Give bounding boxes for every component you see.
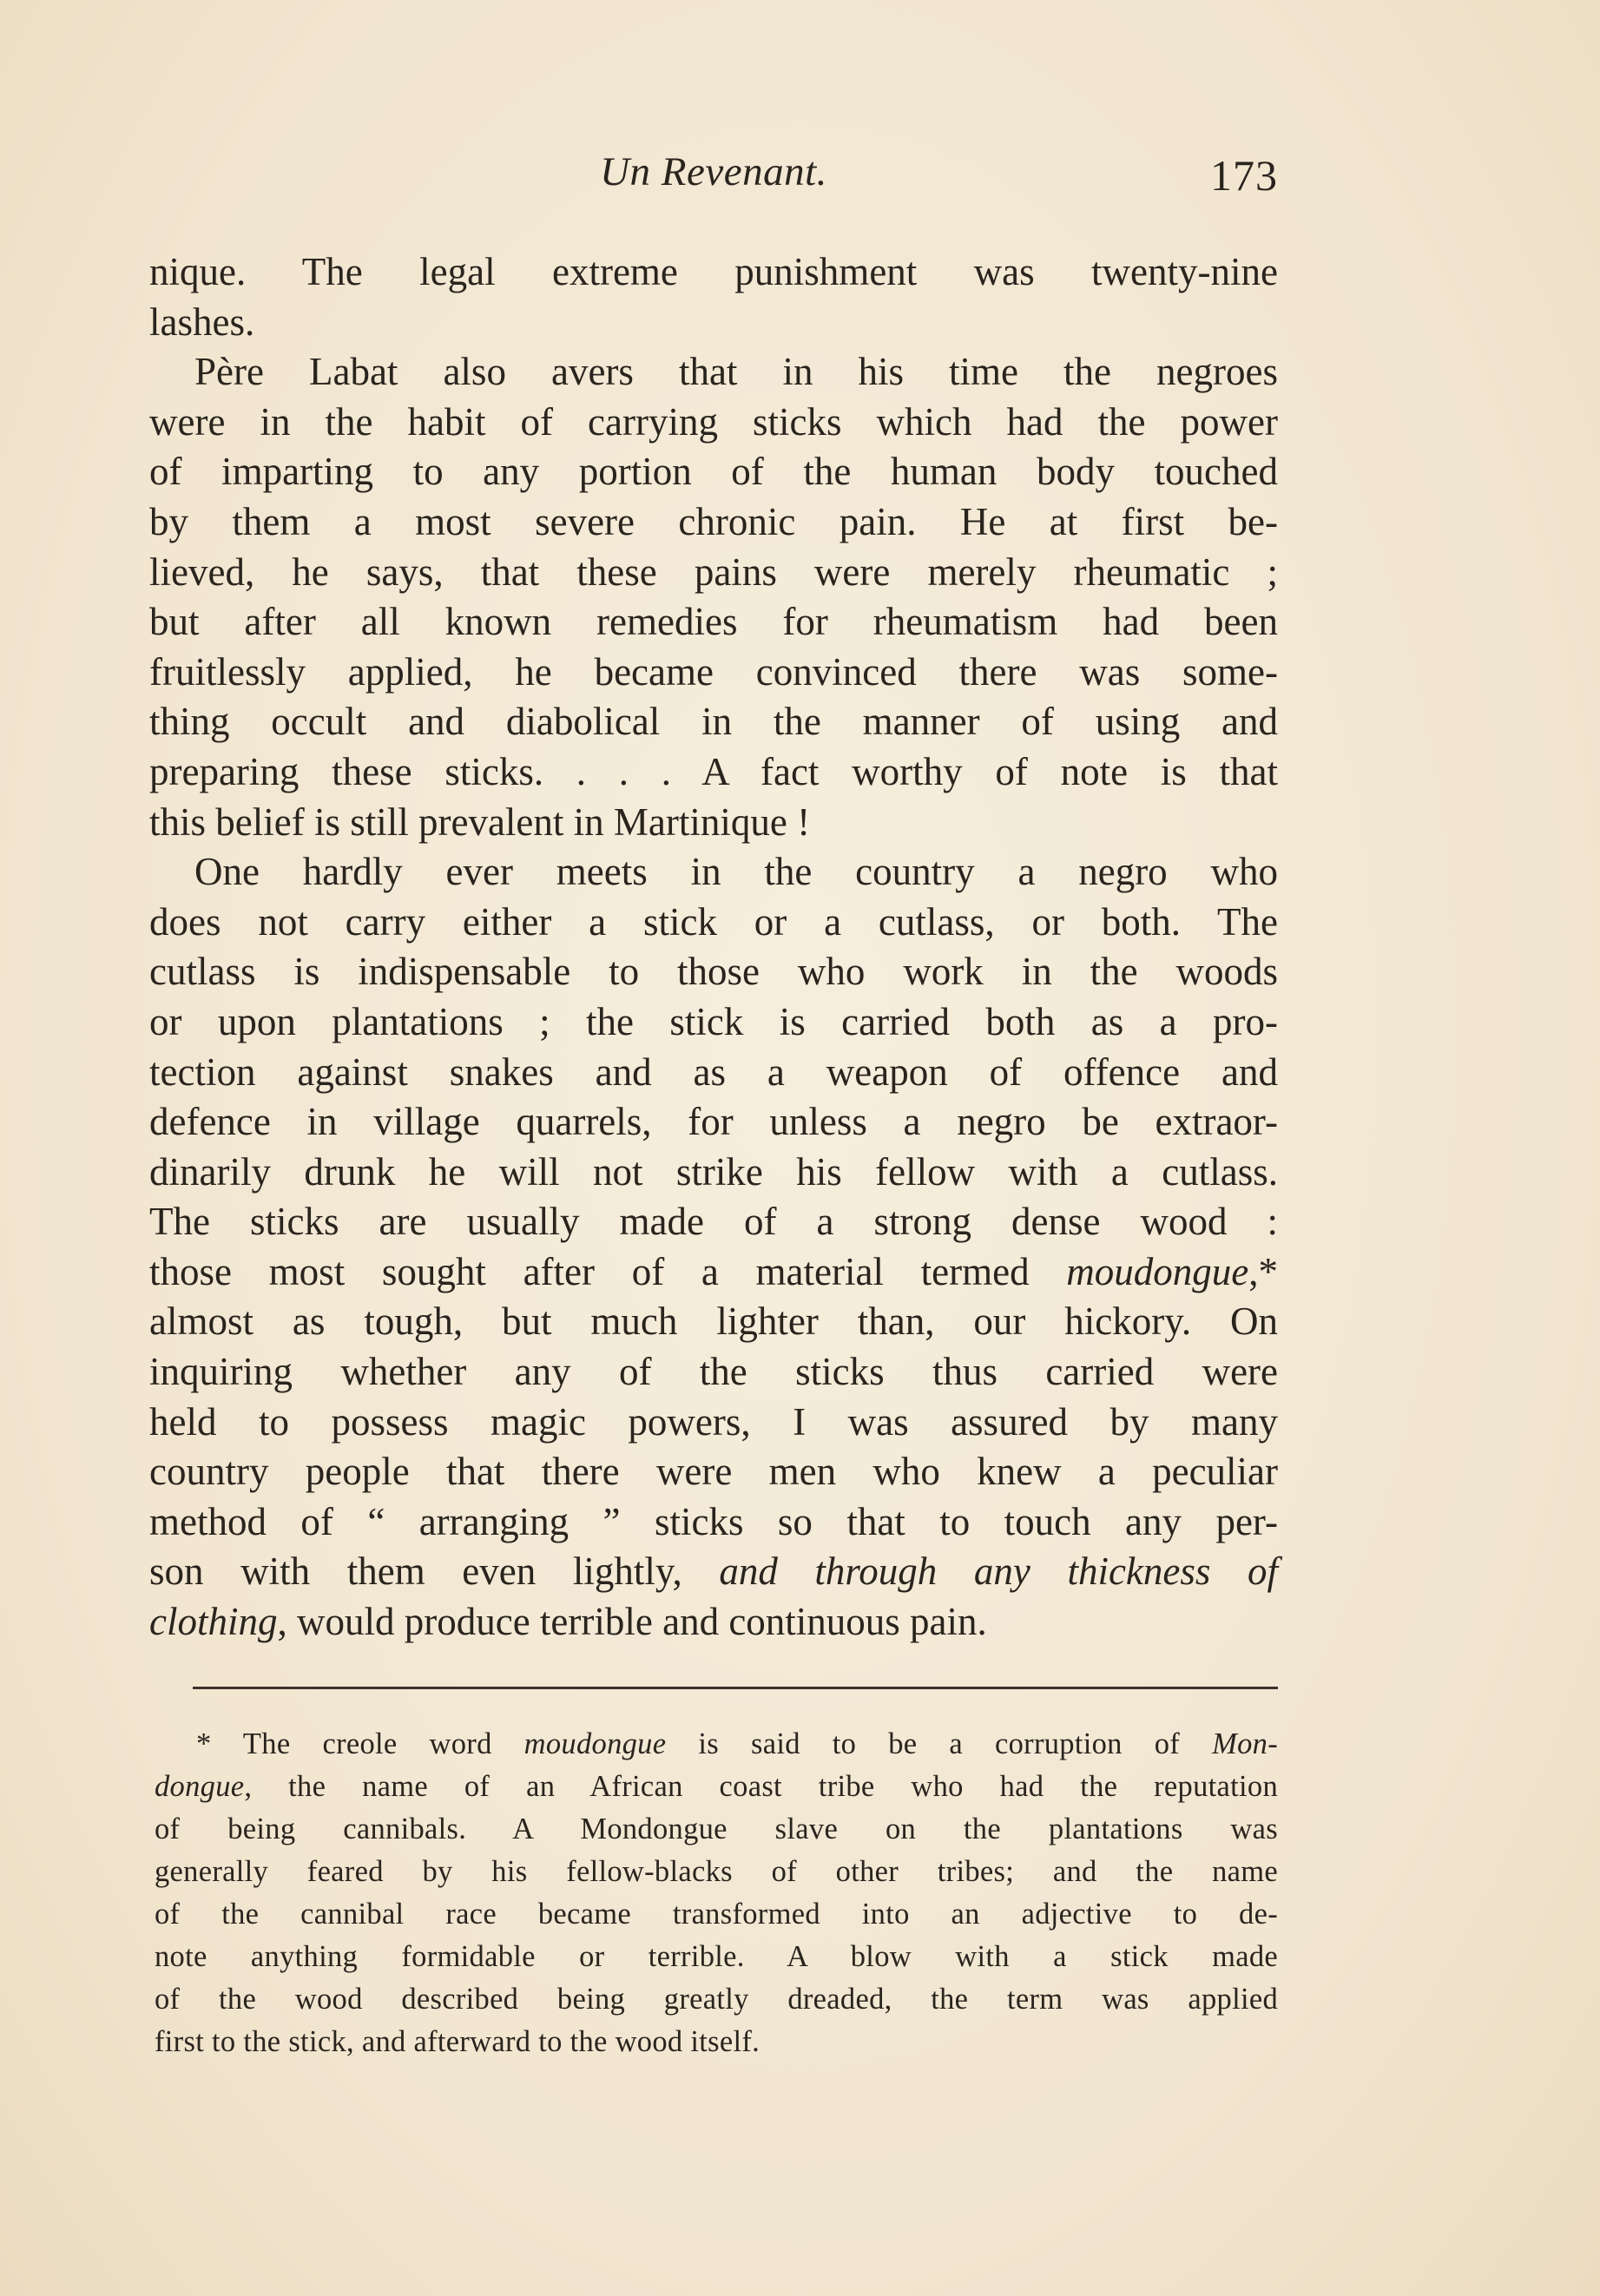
text-line [149,1547,1278,1597]
footnote-line: note anything formidable or terrible. A blow with a stick made [155,1940,1278,1973]
text-line: inquiring whether any of the sticks thus carried were [149,1350,1278,1394]
paragraph-2 [149,347,1278,847]
text-line: does not carry either a stick or a cutlass, or both. The [149,899,1278,944]
text-line: of imparting to any portion of the human body touched [149,450,1278,494]
text-line [149,1597,1278,1648]
text-line: were in the habit of carrying sticks which had the power [149,399,1278,444]
footnote-line: of being cannibals. A Mondongue slave on the plantations was [155,1812,1278,1845]
paragraph-3 [149,847,1278,1648]
text-line [149,1247,1278,1298]
italic-phrase: and through any thickness of [719,1549,1278,1594]
text-line: or upon plantations ; the stick is carried both as a pro- [149,999,1278,1043]
text-line: by them a most severe chronic pain. He at first be- [149,499,1278,543]
text-line: nique. The legal extreme punishment was twenty-nine [149,250,1278,293]
text-line: thing occult and diabolical in the manner of using and [149,700,1278,744]
text-line: Père Labat also avers that in his time the negroes [194,350,1278,394]
footnote-rule [193,1687,1278,1689]
footnote-line [155,1766,1278,1808]
italic-term: moudongue [523,1727,667,1760]
italic-term: Mon- [1212,1727,1278,1760]
italic-term: dongue [155,1770,245,1803]
footnote-line: of the wood described being greatly dreaded, the term was applied [155,1983,1278,2016]
text-line: fruitlessly applied, he became convinced there was some- [149,649,1278,694]
body-text [149,247,1278,1648]
text-segment: , would produce terrible and continuous pain. [277,1600,987,1644]
text-segment: , the name of an African coast tribe who had the reputation [244,1770,1278,1803]
text-segment: son with them even lightly, [149,1549,720,1594]
text-segment: is said to be a corruption of [666,1727,1213,1760]
text-line: tection against snakes and as a weapon of offence and [149,1049,1278,1094]
italic-term: moudongue [1066,1249,1249,1293]
paragraph-1 [149,247,1278,347]
text-segment: * The creole word [196,1727,524,1760]
italic-phrase: clothing [149,1600,278,1644]
text-line: but after all known remedies for rheumatism had been [149,600,1278,644]
text-line: country people that there were men who knew a peculiar [149,1450,1278,1494]
text-line: method of “ arranging ” sticks so that to touch any per- [149,1499,1278,1543]
footnote [155,1723,1278,2063]
text-line: this belief is still prevalent in Martinique ! [149,799,811,844]
text-line: lieved, he says, that these pains were merely rheumatic ; [149,549,1278,594]
running-title: Un Revenant. [600,149,827,194]
footnote-marker: ,* [1248,1249,1278,1293]
text-segment: those most sought after of a material termed [149,1249,1067,1293]
text-line: held to possess magic powers, I was assured by many [149,1399,1278,1444]
text-line: almost as tough, but much lighter than, our hickory. On [149,1299,1278,1344]
text-line: lashes. [149,299,255,344]
text-line: preparing these sticks. . . . A fact worthy of note is that [149,749,1278,793]
text-line: dinarily drunk he will not strike his fellow with a cutlass. [149,1149,1278,1194]
page-number: 173 [1210,151,1278,200]
footnote-line: first to the stick, and afterward to the wood itself. [155,2025,760,2058]
text-line: One hardly ever meets in the country a negro who [194,850,1278,894]
footnote-line [155,1723,1278,1766]
text-line: cutlass is indispensable to those who work in the woods [149,950,1278,994]
footnote-line: generally feared by his fellow-blacks of other tribes; and the name [155,1855,1278,1888]
text-line: defence in village quarrels, for unless a negro be extraor- [149,1100,1278,1144]
text-line: The sticks are usually made of a strong dense wood : [149,1200,1278,1244]
footnote-line: of the cannibal race became transformed into an adjective to de- [155,1898,1278,1931]
running-head [149,146,1278,207]
